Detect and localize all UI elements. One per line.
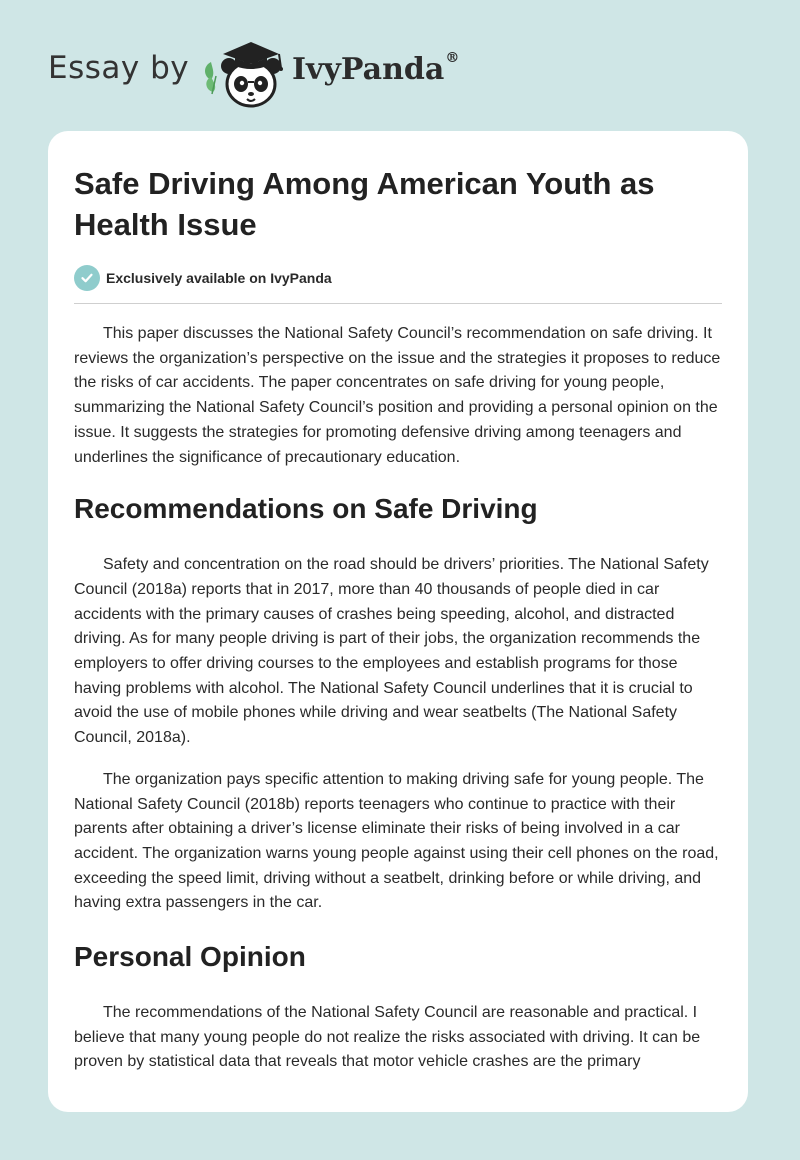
panda-graduate-logo-icon[interactable] <box>201 32 297 112</box>
registered-mark: ® <box>445 50 460 66</box>
brand-text: IvyPanda <box>292 52 445 87</box>
intro-paragraph: This paper discusses the National Safety Council’s recommendation on safe driving. It reviews the organization’s perspective on the issue and the strategies it proposes to reduce the risks of car accidents. The paper concentrates on safe driving for young people, summarizing the National Safety Council’s position and providing a personal opinion on the issue. It suggests the strategies for promoting defensive driving among teenagers and underlines the significance of precautionary education. <box>74 325 721 466</box>
paragraph: The organization pays specific attention to making driving safe for young people. The National Safety Council (2018b) reports teenagers who continue to practice with their parents after obtaining a driver’s license eliminate their risks of being involved in a car accident. The organization warns young people against using their cell phones on the road, exceeding the speed limit, driving without a seatbelt, drinking before or while driving, and having extra passengers in the car. <box>74 770 719 912</box>
essay-by-text: Essay by <box>48 50 190 86</box>
section-heading-personal-opinion: Personal Opinion <box>74 941 306 973</box>
brand-name[interactable] <box>292 52 459 87</box>
site-header <box>48 32 748 112</box>
exclusive-badge <box>74 265 724 291</box>
essay-card <box>48 131 748 1112</box>
exclusive-label: Exclusively available on IvyPanda <box>106 270 332 286</box>
check-icon <box>74 265 100 291</box>
paragraph: Safety and concentration on the road should be drivers’ priorities. The National Safety Council (2018a) reports that in 2017, more than 40 thousands of people died in car accidents with the primary causes of crashes being speeding, alcohol, and distracted driving. As for many people driving is part of their jobs, the organization recommends the employers to offer driving courses to the employees and establish programs for those having problems with alcohol. The National Safety Council underlines that it is crucial to avoid the use of mobile phones while driving and wear seatbelts (The National Safety Council, 2018a). <box>74 556 709 747</box>
section-heading-recommendations: Recommendations on Safe Driving <box>74 493 538 525</box>
essay-content <box>74 163 724 1075</box>
paragraph: The recommendations of the National Safety Council are reasonable and practical. I believe that many young people do not realize the risks associated with driving. It can be proven by statistical data that reveals that motor vehicle crashes are the primary <box>74 1004 701 1071</box>
divider <box>74 303 722 304</box>
essay-title: Safe Driving Among American Youth as Health Issue <box>74 166 655 242</box>
ivy-leaf-icon <box>205 62 216 94</box>
